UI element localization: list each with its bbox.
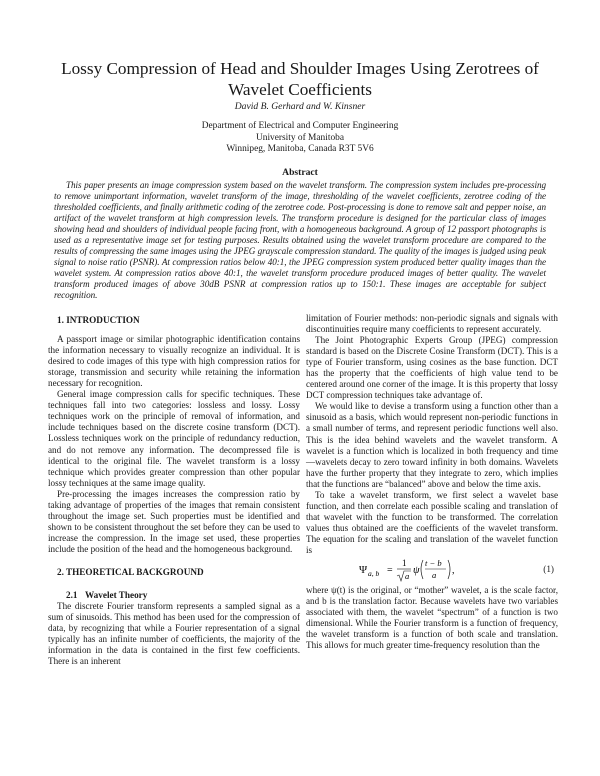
eq-right-paren — [448, 560, 450, 579]
subsection-heading-wavelet-theory — [48, 590, 300, 601]
right-paragraph-3: We would like to devise a transform using a function other than a sinusoid as a basis, which would represent non-periodic functions in a small number of terms, and represent periodic functions well also. This is the idea behind wavelets and the wavelet transform. A wavelet is a function which is localized in both frequency and time—wavelets decay to zero toward infinity in both domains. Wavelets have the further property that they integrate to zero, which implies that the functions are “balanced” above and below the time axis. — [306, 401, 558, 489]
intro-paragraph-3: Pre-processing the images increases the compression ratio by taking advantage of properties of the images that remain consistent throughout the image set. Such properties must be identified and shown to be consistent throughout the set before they can be used to increase the compression. In the image set used, these properties include the position of the head and the homogeneous background. — [48, 488, 300, 554]
theory-paragraph-1: The discrete Fourier transform represents a sampled signal as a sum of sinusoids. This method has been used for the compression of data, by recognizing that while a Fourier representation of a signal typically has an infinite number of coefficients, the majority of the information in the data is contained in the first few coefficients. There is an inherent — [48, 601, 300, 667]
affiliation-department: Department of Electrical and Computer Engineering — [201, 121, 399, 131]
eq-lhs-subscript: a, b — [368, 569, 380, 579]
eq-left-paren — [421, 560, 423, 579]
eq-frac-den: a — [432, 570, 437, 581]
equation-1 — [306, 557, 558, 583]
subsection-title: Wavelet Theory — [85, 590, 148, 601]
eq-comma: , — [452, 565, 455, 577]
abstract-heading: Abstract — [282, 167, 318, 178]
section-heading-theory: 2. THEORETICAL BACKGROUND — [57, 566, 204, 577]
eq-lhs: Ψ — [359, 564, 368, 577]
intro-paragraph-2: General image compression calls for specific techniques. These techniques fall into two categories: lossless and lossy. Lossy techniques work on the principle of removal of information, and include techniques based on the discrete cosine transform (DCT). Lossless techniques work on the principle of redundancy reduction, and do not remove any information. The decompressed file is identical to the original file. The wavelet transform is a lossy technique which provides greater compression than other popular lossy techniques at the same image quality. — [48, 389, 300, 488]
equation-1-graphic — [306, 557, 506, 583]
eq-numerator-one: 1 — [402, 558, 407, 569]
eq-sqrt-arg: a — [405, 571, 410, 582]
section-heading-introduction: 1. INTRODUCTION — [57, 315, 140, 325]
intro-paragraph-1: A passport image or similar photographic identification contains the information necessary to visually recognize an individual. It is desired to code images of this type with high compression ratios for storage, transmission and security while retaining the information necessary for recognition. — [48, 334, 300, 389]
right-column — [306, 313, 558, 651]
right-paragraph-after-equation: where ψ(t) is the original, or “mother” wavelet, a is the scale factor, and b is the translation factor. Because wavelets have two variables associated with them, the wavelet “spectrum” of a function is two dimensional. While the Fourier transform is a function of frequency, the wavelet transform is a function of both scale and translation. This allows for much greater time-frequency resolution than the — [306, 585, 558, 651]
right-paragraph-2: The Joint Photographic Experts Group (JPEG) compression standard is based on the Discrete Cosine Transform (DCT). This is a type of Fourier transform, using cosines as the base function. DCT has the property that the coefficients of high value tend to be centered around one corner of the image. It is this property that lossy DCT compression techniques take advantage of. — [306, 335, 558, 401]
affiliation-address: Winnipeg, Manitoba, Canada R3T 5V6 — [226, 144, 374, 155]
affiliation — [40, 121, 560, 156]
paper-title: Lossy Compression of Head and Shoulder Images Using Zerotrees of Wavelet Coefficients — [61, 59, 539, 99]
right-paragraph-4: To take a wavelet transform, we first select a wavelet base function, and then correlate each possible scaling and translation of that wavelet with the function to be transformed. The correlation values thus obtained are the coefficients of the wavelet transform. The equation for the scaling and translation of the wavelet function is — [306, 489, 558, 555]
equation-number: (1) — [543, 564, 554, 575]
left-column — [48, 315, 300, 667]
subsection-number: 2.1 — [66, 590, 78, 601]
right-paragraph-1: limitation of Fourier methods: non-periodic signals and signals with discontinuities require many coefficients to represent accurately. — [306, 313, 558, 335]
paper-authors: David B. Gerhard and W. Kinsner — [234, 101, 366, 112]
eq-equals: = — [387, 565, 393, 577]
abstract-text: This paper presents an image compression system based on the wavelet transform. The compression system includes pre-processing to remove unimportant information, wavelet transform of the image, thresholding of the wavelet coefficients, zerotree coding of the thresholded coefficients, and finally arithmetic coding of the zerotree code. Post-processing is done to remove salt and pepper noise, an artifact of the wavelet transform at high compression levels. The transform procedure is designed for the particular class of images showing head and shoulders of individual people facing front, with a homogeneous background. A group of 12 passport photographs is used as a representative image set for testing purposes. Results obtained using the wavelet transform procedure are compared to the results of compressing the same images using the JPEG grayscale compression standard. The quality of the images is judged using peak signal to noise ratio (PSNR). At compression ratios below 40:1, the JPEG compression system produced better quality images than the wavelet system. At compression ratios above 40:1, the wavelet transform procedure produced images of better quality. The wavelet transform produced images of above 30dB PSNR at compression ratios up to 150:1. These images are acceptable for subject recognition. — [54, 180, 546, 301]
affiliation-university: University of Manitoba — [255, 132, 344, 143]
eq-psi: ψ — [413, 565, 420, 577]
eq-frac-num: t − b — [425, 558, 442, 569]
